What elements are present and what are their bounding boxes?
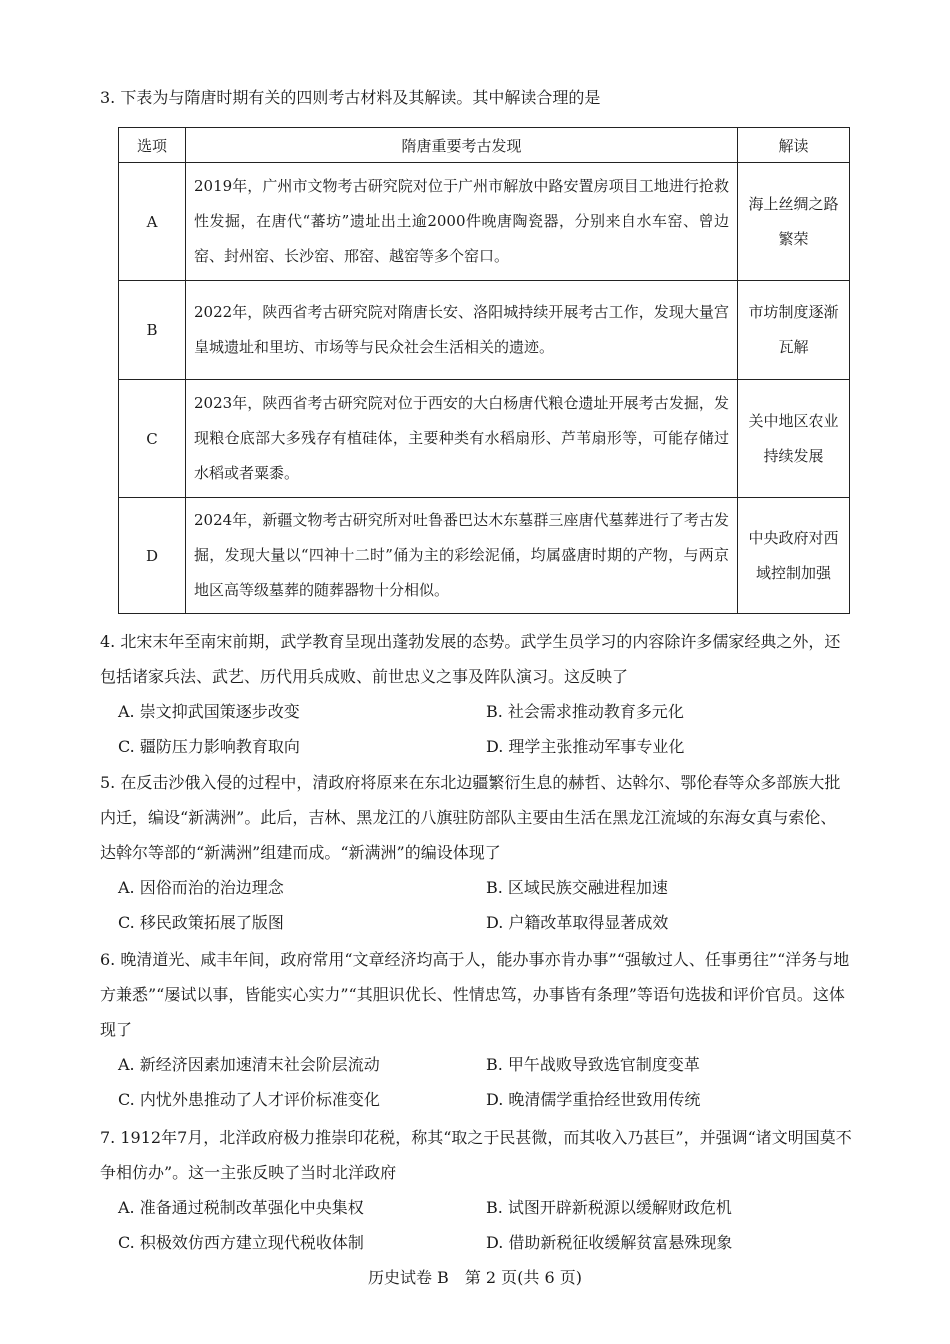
row-finding: 2023年，陕西省考古研究院对位于西安的大白杨唐代粮仓遗址开展考古发掘，发现粮仓底部大多残存有植硅体，主要种类有水稻扇形、芦苇扇形等，可能存储过水稻或者粟黍。: [186, 380, 738, 498]
row-option: A: [119, 163, 186, 281]
row-finding: 2019年，广州市文物考古研究院对位于广州市解放中路安置房项目工地进行抢救性发掘，在唐代“蕃坊”遗址出土逾2000件晚唐陶瓷器，分别来自水车窑、曾边窑、封州窑、长沙窑、邢窑、越窑等多个窑口。: [186, 163, 738, 281]
row-interpretation: 市坊制度逐渐瓦解: [738, 281, 850, 380]
archaeology-table: [118, 127, 850, 614]
question-5-stem: 5. 在反击沙俄入侵的过程中，清政府将原来在东北边疆繁衍生息的赫哲、达斡尔、鄂伦春等众多部族大批内迁，编设“新满洲”。此后，吉林、黑龙江的八旗驻防部队主要由生活在黑龙江流域的东海女真与索伦、达斡尔等部的“新满洲”组建而成。“新满洲”的编设体现了: [100, 773, 841, 862]
option-c[interactable]: C. 内忧外患推动了人才评价标准变化: [118, 1090, 380, 1109]
row-interpretation: 海上丝绸之路繁荣: [738, 163, 850, 281]
question-6-stem: 6. 晚清道光、咸丰年间，政府常用“文章经济均高于人，能办事亦肯办事”“强敏过人、任事勇往”“洋务与地方兼悉”“屡试以事，皆能实心实力”“其胆识优长、性情忠笃，办事皆有条理”等语句选拔和评价官员。这体现了: [100, 950, 850, 1039]
row-option: C: [119, 380, 186, 498]
row-interpretation: 中央政府对西域控制加强: [738, 498, 850, 614]
table-row: [119, 163, 850, 281]
option-d[interactable]: D. 借助新税征收缓解贫富悬殊现象: [486, 1233, 733, 1252]
header-option: 选项: [119, 128, 186, 163]
question-6-options: [100, 1047, 852, 1117]
table-row: [119, 281, 850, 380]
row-option: D: [119, 498, 186, 614]
option-a[interactable]: A. 崇文抑武国策逐步改变: [118, 702, 300, 721]
table-header-row: [119, 128, 850, 163]
row-finding: 2022年，陕西省考古研究院对隋唐长安、洛阳城持续开展考古工作，发现大量宫皇城遗址和里坊、市场等与民众社会生活相关的遗迹。: [186, 281, 738, 380]
question-7-stem: 7. 1912年7月，北洋政府极力推崇印花税，称其“取之于民甚微，而其收入乃甚巨”，并强调“诸文明国莫不争相仿办”。这一主张反映了当时北洋政府: [100, 1128, 852, 1182]
option-d[interactable]: D. 晚清儒学重拾经世致用传统: [486, 1090, 701, 1109]
page-footer: 历史试卷 B 第 2 页(共 6 页): [367, 1268, 583, 1287]
option-b[interactable]: B. 社会需求推动教育多元化: [486, 702, 684, 721]
option-a[interactable]: A. 因俗而治的治边理念: [118, 878, 284, 897]
header-interpretation: 解读: [738, 128, 850, 163]
question-5-options: [100, 870, 852, 940]
option-c[interactable]: C. 积极效仿西方建立现代税收体制: [118, 1233, 364, 1252]
option-d[interactable]: D. 户籍改革取得显著成效: [486, 913, 669, 932]
table-row: [119, 498, 850, 614]
option-c[interactable]: C. 疆防压力影响教育取向: [118, 737, 300, 756]
option-b[interactable]: B. 甲午战败导致选官制度变革: [486, 1055, 700, 1074]
option-b[interactable]: B. 区域民族交融进程加速: [486, 878, 668, 897]
option-d[interactable]: D. 理学主张推动军事专业化: [486, 737, 685, 756]
question-3-stem: 3. 下表为与隋唐时期有关的四则考古材料及其解读。其中解读合理的是: [100, 88, 601, 107]
option-b[interactable]: B. 试图开辟新税源以缓解财政危机: [486, 1198, 732, 1217]
row-finding: 2024年，新疆文物考古研究所对吐鲁番巴达木东墓群三座唐代墓葬进行了考古发掘，发现大量以“四神十二时”俑为主的彩绘泥俑，均属盛唐时期的产物，与两京地区高等级墓葬的随葬器物十分相似。: [186, 498, 738, 614]
question-7-options: [100, 1190, 852, 1260]
question-3: [100, 80, 852, 115]
question-4-options: [100, 694, 852, 764]
question-5: [100, 765, 852, 940]
option-a[interactable]: A. 新经济因素加速清末社会阶层流动: [118, 1055, 380, 1074]
question-4-stem: 4. 北宋末年至南宋前期，武学教育呈现出蓬勃发展的态势。武学生员学习的内容除许多儒家经典之外，还包括诸家兵法、武艺、历代用兵成败、前世忠义之事及阵队演习。这反映了: [100, 632, 841, 686]
option-c[interactable]: C. 移民政策拓展了版图: [118, 913, 284, 932]
row-interpretation: 关中地区农业持续发展: [738, 380, 850, 498]
option-a[interactable]: A. 准备通过税制改革强化中央集权: [118, 1198, 364, 1217]
question-6: [100, 942, 852, 1117]
question-7: [100, 1120, 852, 1260]
table-row: [119, 380, 850, 498]
header-finding: 隋唐重要考古发现: [186, 128, 738, 163]
row-option: B: [119, 281, 186, 380]
question-4: [100, 624, 852, 764]
